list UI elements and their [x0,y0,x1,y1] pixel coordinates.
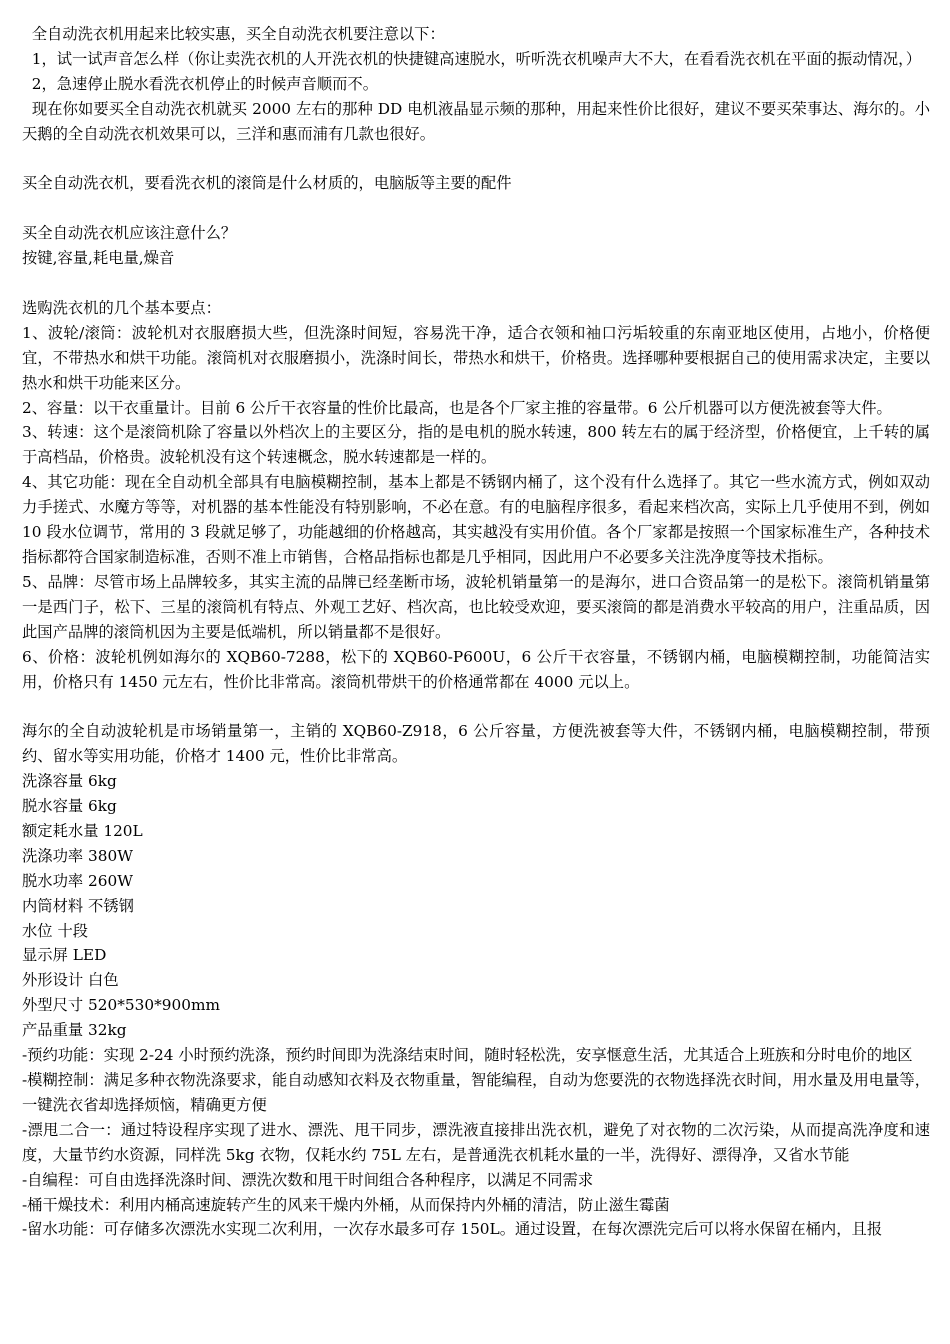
feature-item: -漂甩二合一：通过特设程序实现了进水、漂洗、甩干同步，漂洗液直接排出洗衣机，避免了对衣物的二次污染，从而提高洗净度和速度，大量节约水资源，同样洗 5kg 衣物，仅耗水约 75L 左右，是普通洗衣机耗水量的一半，洗得好、漂得净，又省水节能 [22,1120,930,1164]
spec-item: 脱水容量 6kg [22,797,117,816]
spec-item: 洗涤容量 6kg [22,772,117,791]
answer: 按键,容量,耗电量,燥音 [22,249,175,268]
intro-paragraph-4: 现在你如要买全自动洗衣机就买 2000 左右的那种 DD 电机液晶显示频的那种，用起来性价比很好，建议不要买荣事达、海尔的。小天鹅的全自动洗衣机效果可以，三洋和惠而浦有几款也很好。 [22,99,930,143]
question: 买全自动洗衣机应该注意什么？ [22,224,237,243]
feature-item: -模糊控制：满足多种衣物洗涤要求，能自动感知衣料及衣物重量，智能编程，自动为您要洗的衣物选择洗衣时间，用水量及用电量等，一键洗衣省却选择烦恼，精确更方便 [22,1071,930,1114]
spacer [22,147,930,172]
haier-intro: 海尔的全自动波轮机是市场销量第一，主销的 XQB60-Z918，6 公斤容量，方便洗被套等大件，不锈钢内桶，电脑模糊控制，带预约、留水等实用功能，价格才 1400 元，性价比非常高。 [22,722,930,766]
tip-item: 2、容量：以干衣重量计。目前 6 公斤干衣容量的性价比最高，也是各个厂家主推的容量带。6 公斤机器可以方便洗被套等大件。 [22,398,892,417]
spec-item: 外形设计 白色 [22,971,119,990]
spacer [22,196,930,221]
spec-item: 洗涤功率 380W [22,846,133,865]
intro-paragraph-3: 2，急速停止脱水看洗衣机停止的时候声音顺而不。 [22,74,378,93]
intro-paragraph-2: 1，试一试声音怎么样（你让卖洗衣机的人开洗衣机的快捷键高速脱水，听听洗衣机噪声大不大，在看看洗衣机在平面的振动情况，） [22,49,922,68]
spec-item: 内筒材料 不锈钢 [22,896,134,915]
feature-item: -桶干燥技术：利用内桶高速旋转产生的风来干燥内外桶，从而保持内外桶的清洁，防止滋生霉菌 [22,1195,670,1214]
tip-item: 4、其它功能：现在全自动机全部具有电脑模糊控制，基本上都是不锈钢内桶了，这个没有什么选择了。其它一些水流方式，例如双动力手搓式、水魔方等等，对机器的基本性能没有特别影响，不必在意。有的电脑程序很多，看起来档次高，实际上几乎使用不到，例如 10 段水位调节，常用的 3 段就足够了，功能越细的价格越高，其实越没有实用价值。各个厂家都是按照一个国家标准生产，各种技术指标都符合国家制造标准，否则不准上市销售，合格品指标也都是几乎相同，因此用户不必要多关注洗净度等技术指标。 [22,473,935,566]
spec-item: 水位 十段 [22,921,89,940]
feature-item: -留水功能：可存储多次漂洗水实现二次利用，一次存水最多可存 150L。通过设置，在每次漂洗完后可以将水保留在桶内，且报 [22,1220,883,1239]
spec-item: 显示屏 LED [22,946,107,965]
spec-item: 外型尺寸 520*530*900mm [22,996,220,1015]
tip-item: 6、价格：波轮机例如海尔的 XQB60-7288，松下的 XQB60-P600U，6 公斤干衣容量，不锈钢内桶，电脑模糊控制，功能简洁实用，价格只有 1450 元左右，性价比非常高。滚筒机带烘干的价格通常都在 4000 元以上。 [22,647,930,691]
feature-item: -自编程：可自由选择洗涤时间、漂洗次数和甩干时间组合各种程序，以满足不同需求 [22,1170,594,1189]
intro-paragraph-1: 全自动洗衣机用起来比较实惠，买全自动洗衣机要注意以下： [22,25,445,43]
spec-item: 额定耗水量 120L [22,821,143,840]
document-page [22,22,935,1242]
spec-item: 产品重量 32kg [22,1021,127,1040]
tip-item: 3、转速：这个是滚筒机除了容量以外档次上的主要区分，指的是电机的脱水转速，800 转左右的属于经济型，价格便宜，上千转的属于高档品，价格贵。波轮机没有这个转速概念，脱水转速都是一样的。 [22,423,930,467]
feature-item: -预约功能：实现 2-24 小时预约洗涤，预约时间即为洗涤结束时间，随时轻松洗，安享惬意生活，尤其适合上班族和分时电价的地区 [22,1046,913,1065]
spacer [22,694,930,719]
tips-title: 选购洗衣机的几个基本要点： [22,298,221,317]
drum-note: 买全自动洗衣机，要看洗衣机的滚筒是什么材质的，电脑版等主要的配件 [22,174,512,193]
spec-item: 脱水功率 260W [22,871,133,890]
tip-item: 5、品牌：尽管市场上品牌较多，其实主流的品牌已经垄断市场，波轮机销量第一的是海尔，进口合资品第一的是松下。滚筒机销量第一是西门子，松下、三星的滚筒机有特点、外观工艺好、档次高，也比较受欢迎，要买滚筒的都是消费水平较高的用户，注重品质，因此国产品牌的滚筒机因为主要是低端机，所以销量都不是很好。 [22,572,930,641]
spacer [22,271,930,296]
tip-item: 1、波轮/滚筒：波轮机对衣服磨损大些，但洗涤时间短，容易洗干净，适合衣领和袖口污垢较重的东南亚地区使用，占地小，价格便宜，不带热水和烘干功能。滚筒机对衣服磨损小，洗涤时间长，带热水和烘干，价格贵。选择哪种要根据自己的使用需求决定，主要以热水和烘干功能来区分。 [22,323,930,392]
